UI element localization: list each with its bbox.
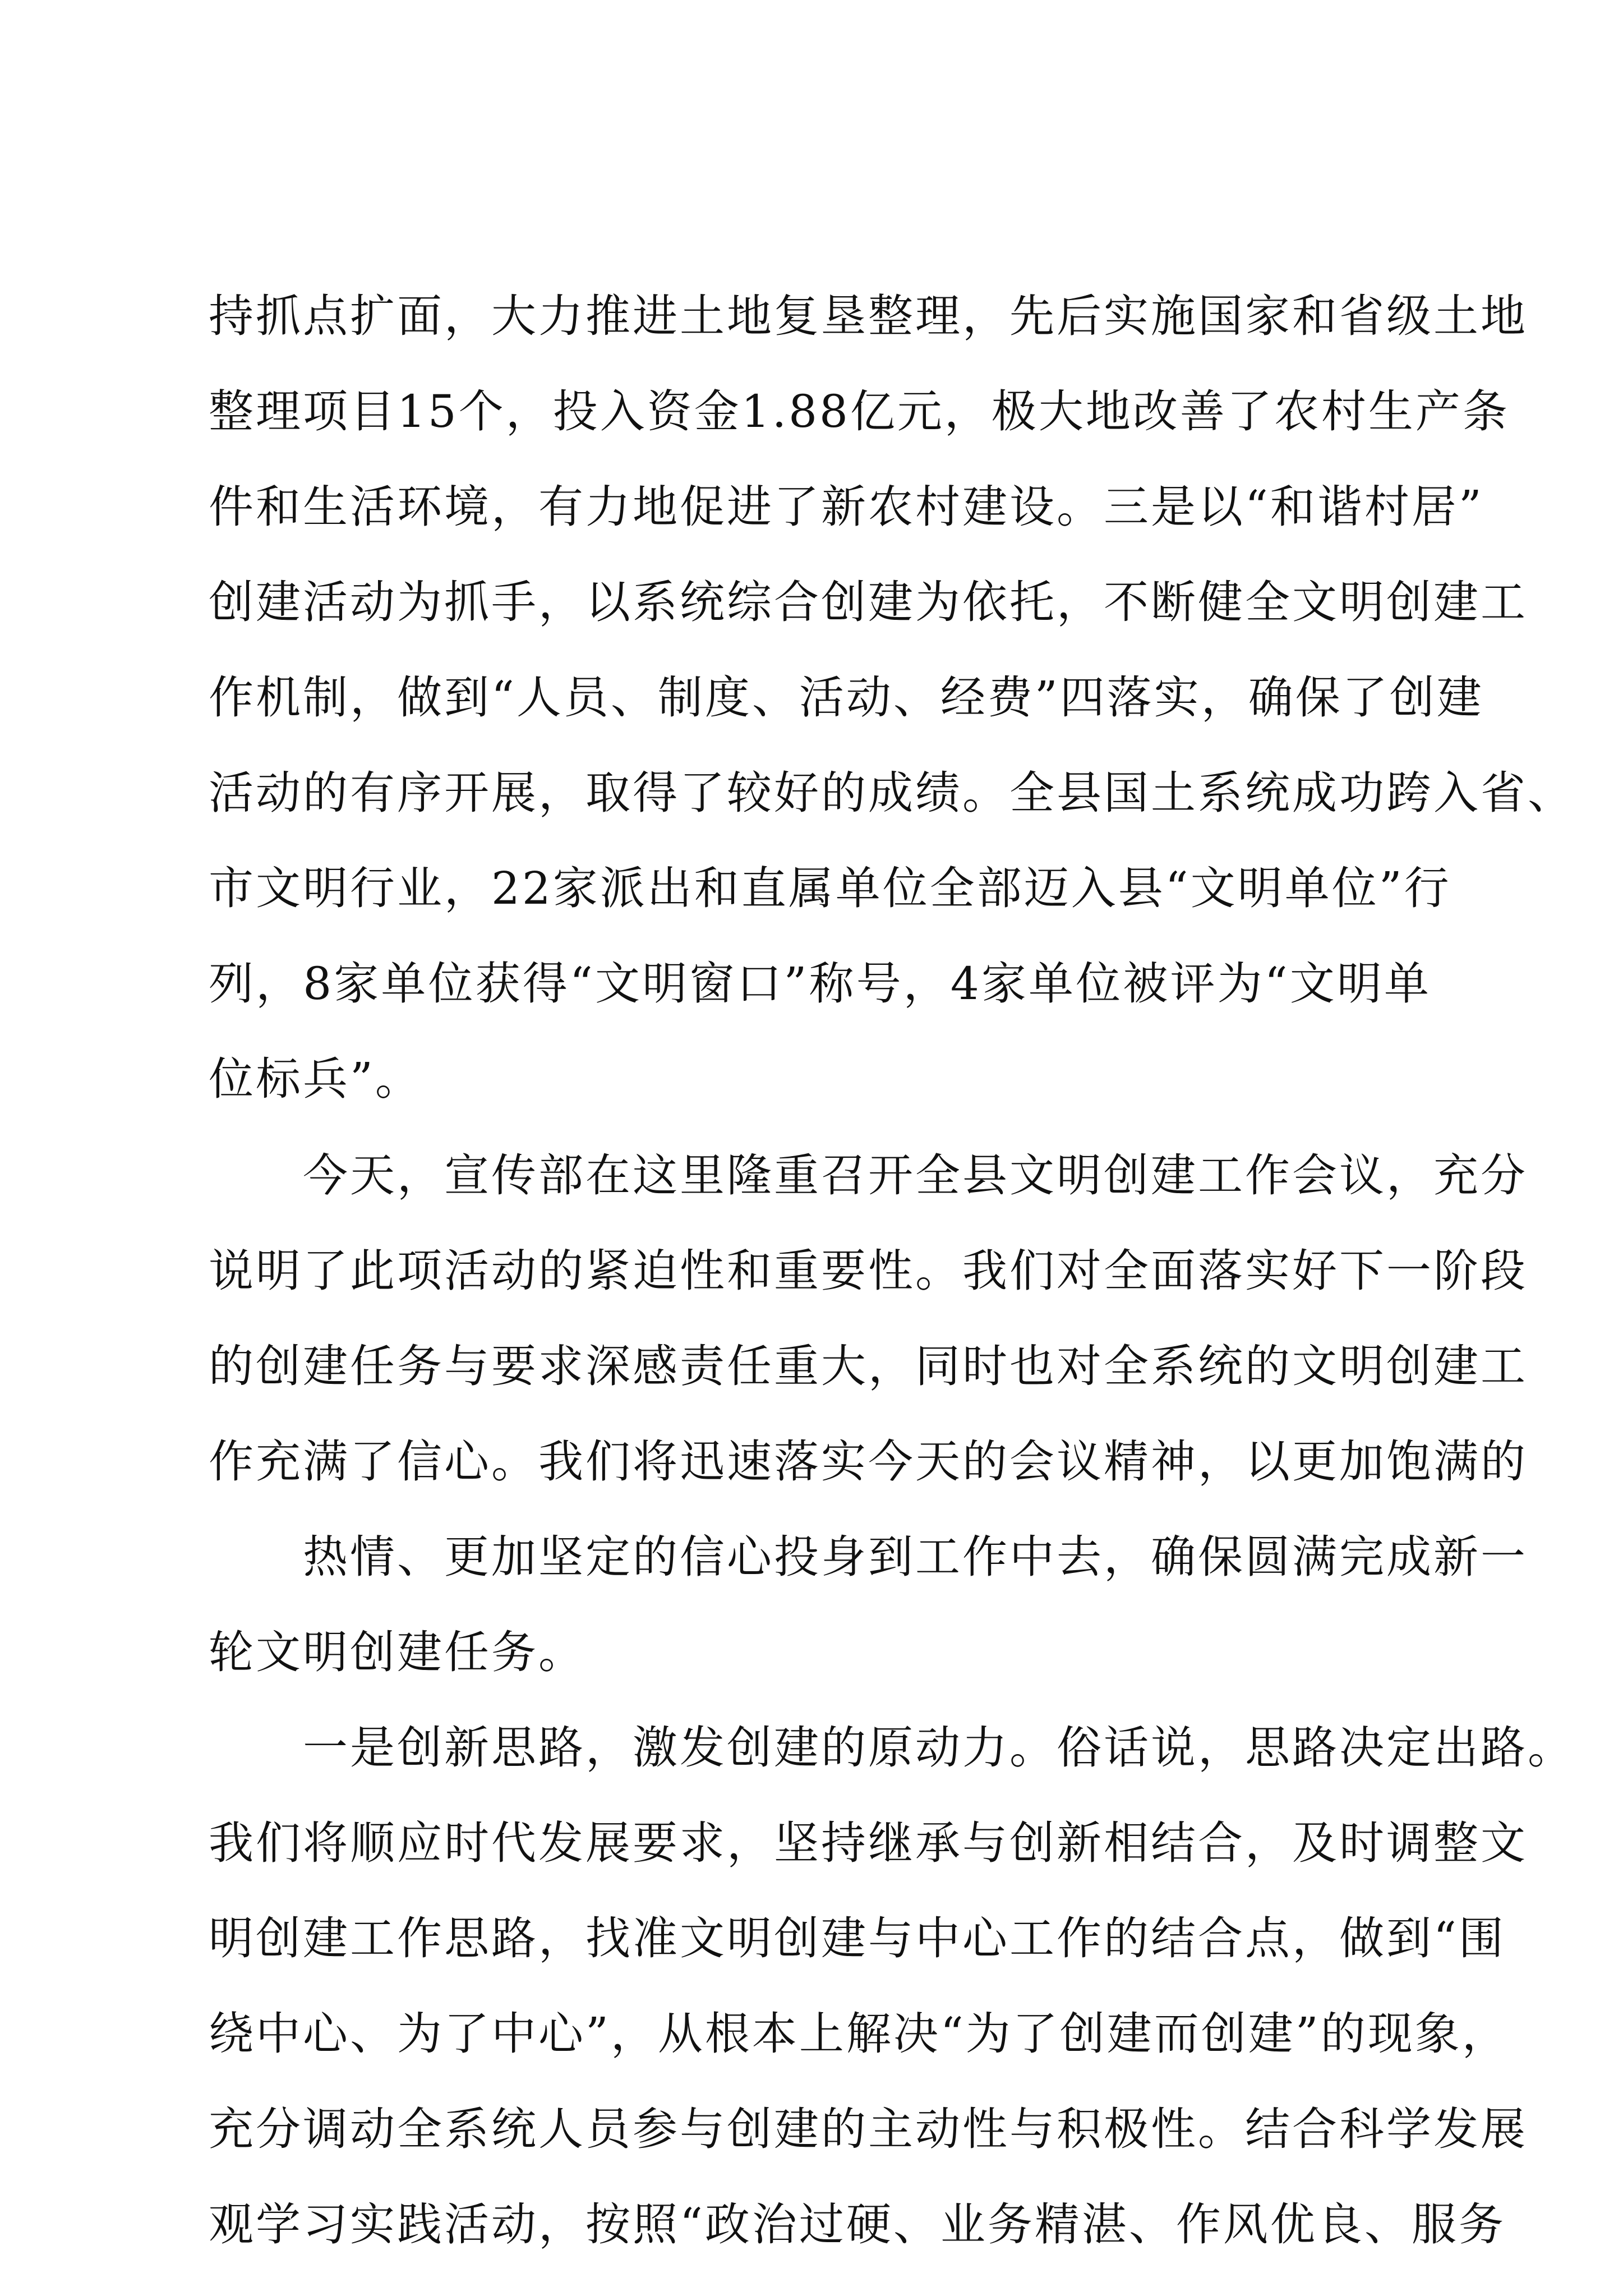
text-line-9: 位标兵”。 (209, 1053, 422, 1105)
text-line-14: 热情、更加坚定的信心投身到工作中去，确保圆满完成新一 (303, 1531, 1528, 1583)
text-line-19: 绕中心、为了中心”，从根本上解决“为了创建而创建”的现象， (209, 2008, 1509, 2060)
text-line-12: 的创建任务与要求深感责任重大，同时也对全系统的文明创建工 (209, 1340, 1528, 1392)
text-line-7: 市文明行业，22家派出和直属单位全部迈入县“文明单位”行 (209, 862, 1451, 914)
text-line-11: 说明了此项活动的紧迫性和重要性。我们对全面落实好下一阶段 (209, 1245, 1528, 1297)
text-line-8: 列，8家单位获得“文明窗口”称号，4家单位被评为“文明单 (209, 958, 1431, 1010)
text-line-10: 今天，宣传部在这里隆重召开全县文明创建工作会议，充分 (303, 1149, 1528, 1202)
text-line-2: 整理项目15个，投入资金1.88亿元，极大地改善了农村生产条 (209, 385, 1510, 438)
text-line-6: 活动的有序开展，取得了较好的成绩。全县国土系统成功跨入省、 (209, 767, 1575, 819)
text-line-4: 创建活动为抓手，以系统综合创建为依托，不断健全文明创建工 (209, 576, 1528, 628)
text-line-21: 观学习实践活动，按照“政治过硬、业务精湛、作风优良、服务 (209, 2198, 1506, 2251)
text-line-17: 我们将顺应时代发展要求，坚持继承与创新相结合，及时调整文 (209, 1817, 1528, 1869)
text-line-3: 件和生活环境，有力地促进了新农村建设。三是以“和谐村居” (209, 481, 1484, 533)
text-line-18: 明创建工作思路，找准文明创建与中心工作的结合点，做到“围 (209, 1912, 1506, 1964)
text-line-16: 一是创新思路，激发创建的原动力。俗话说，思路决定出路。 (303, 1722, 1575, 1774)
text-line-5: 作机制，做到“人员、制度、活动、经费”四落实，确保了创建 (209, 671, 1484, 724)
text-line-1: 持抓点扩面，大力推进土地复垦整理，先后实施国家和省级土地 (209, 290, 1528, 342)
text-line-20: 充分调动全系统人员参与创建的主动性与积极性。结合科学发展 (209, 2103, 1528, 2155)
text-line-13: 作充满了信心。我们将迅速落实今天的会议精神，以更加饱满的 (209, 1435, 1528, 1488)
text-line-15: 轮文明创建任务。 (209, 1626, 585, 1678)
